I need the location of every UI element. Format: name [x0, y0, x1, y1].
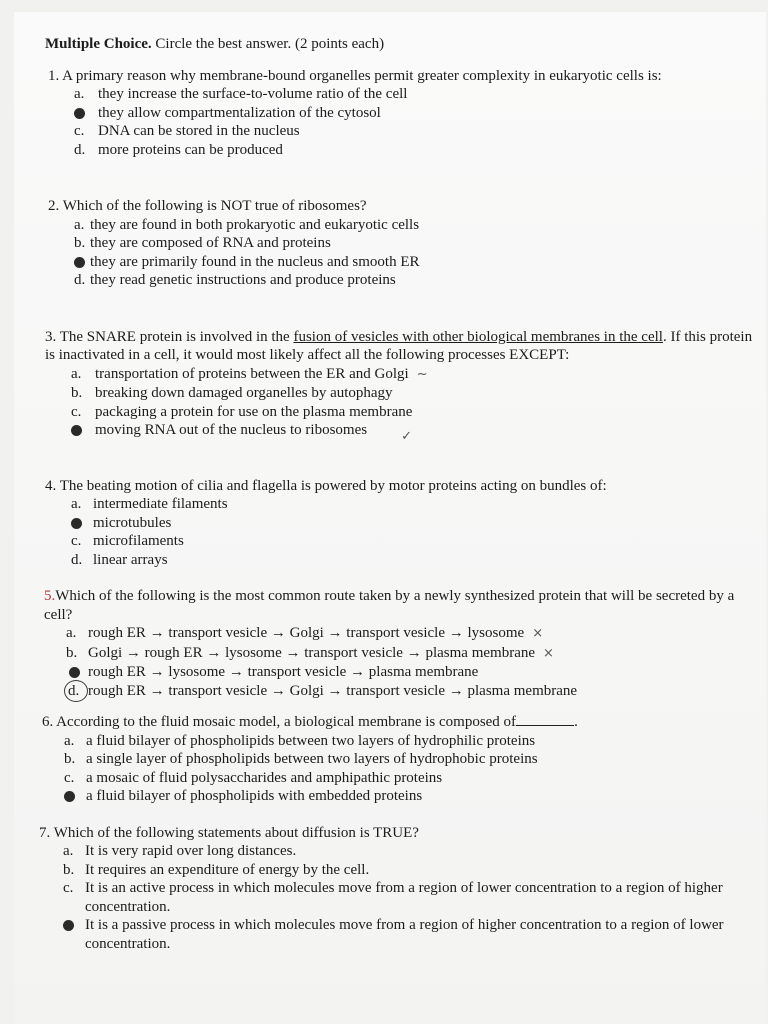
- question-1: [48, 67, 763, 160]
- option-text: It is an active process in which molecules move from a region of lower concentration to a region of higher concentration.: [85, 880, 723, 915]
- option-b[interactable]: [45, 384, 763, 403]
- option-text: they are found in both prokaryotic and eukaryotic cells: [90, 216, 420, 233]
- option-b[interactable]: [48, 234, 763, 253]
- option-c[interactable]: [45, 403, 763, 422]
- handwritten-x: ×: [543, 645, 554, 661]
- option-text: breaking down damaged organelles by autophagy: [95, 385, 393, 401]
- option-d[interactable]: [45, 421, 763, 444]
- filled-answer-mark: [74, 108, 85, 119]
- question-stem: 2. Which of the following is NOT true of ribosomes?: [48, 198, 367, 214]
- option-letter: b.: [74, 235, 86, 251]
- option-text: a fluid bilayer of phospholipids with embedded proteins: [86, 788, 423, 804]
- options-list: [42, 732, 763, 806]
- option-c[interactable]: [48, 253, 763, 272]
- option-text: It is very rapid over long distances.: [85, 843, 297, 859]
- option-c[interactable]: [39, 879, 745, 916]
- option-a[interactable]: [45, 365, 763, 385]
- option-text: rough ER → transport vesicle → Golgi → transport vesicle → plasma membrane: [88, 682, 578, 699]
- option-letter: c.: [71, 533, 82, 549]
- option-text: linear arrays: [93, 551, 168, 568]
- stem-part: 3. The SNARE protein is involved in the: [45, 328, 294, 345]
- option-text: rough ER → transport vesicle → Golgi → transport vesicle → lysosome: [88, 625, 525, 641]
- option-text: a fluid bilayer of phospholipids between two layers of hydrophilic proteins: [86, 732, 536, 749]
- question-stem: [42, 713, 763, 732]
- option-text: they are primarily found in the nucleus and smooth ER: [90, 253, 420, 270]
- option-text: they are composed of RNA and proteins: [90, 235, 331, 251]
- option-text: a mosaic of fluid polysaccharides and amphipathic proteins: [86, 769, 443, 786]
- option-text: a single layer of phospholipids between two layers of hydrophobic proteins: [86, 751, 538, 767]
- option-letter: b.: [71, 385, 83, 401]
- question-stem: [44, 587, 763, 624]
- stem-text: Which of the following is the most common route taken by a newly synthesized protein that will be secreted by a cell?: [44, 588, 735, 623]
- option-text: they increase the surface-to-volume ratio of the cell: [98, 86, 408, 102]
- option-b[interactable]: [48, 104, 763, 123]
- options-list: [45, 495, 763, 569]
- question-3: [45, 328, 763, 444]
- option-letter: b.: [64, 751, 76, 767]
- stem-part: . If this protein is inactivated in a cell, it would most likely affect all the following processes EXCEPT:: [45, 328, 753, 363]
- option-c[interactable]: [44, 663, 763, 682]
- option-c[interactable]: [45, 532, 763, 551]
- options-list: [45, 365, 763, 444]
- option-d[interactable]: [48, 141, 763, 160]
- option-b[interactable]: [45, 514, 763, 533]
- option-text: transportation of proteins between the ER and Golgi: [95, 365, 409, 382]
- handwritten-x: ×: [532, 626, 544, 641]
- option-d[interactable]: [44, 682, 763, 701]
- question-2: [48, 197, 763, 290]
- option-b[interactable]: [39, 861, 763, 880]
- option-a[interactable]: [45, 495, 763, 514]
- question-number: 5.: [44, 588, 56, 604]
- options-list: [44, 624, 763, 700]
- options-list: [48, 85, 763, 159]
- option-text: they allow compartmentalization of the cytosol: [98, 104, 381, 121]
- option-letter: a.: [66, 625, 77, 641]
- question-6: [42, 713, 763, 806]
- option-text: more proteins can be produced: [98, 141, 283, 158]
- option-letter: a.: [71, 365, 82, 382]
- filled-answer-mark: [63, 920, 74, 931]
- worksheet: [39, 35, 763, 953]
- question-stem: 7. Which of the following statements about diffusion is TRUE?: [39, 824, 419, 841]
- stem-text: 6. According to the fluid mosaic model, a biological membrane is composed of: [42, 714, 517, 730]
- filled-answer-mark: [64, 791, 75, 802]
- option-letter: a.: [71, 496, 82, 512]
- option-letter: c.: [63, 880, 74, 896]
- option-a[interactable]: [44, 624, 763, 644]
- question-5: [44, 587, 763, 700]
- option-a[interactable]: [48, 85, 763, 104]
- question-stem: 1. A primary reason why membrane-bound organelles permit greater complexity in eukaryotic cells is:: [48, 67, 662, 84]
- option-b[interactable]: [42, 750, 763, 769]
- options-list: [48, 216, 763, 290]
- filled-answer-mark: [69, 667, 80, 678]
- option-c[interactable]: [48, 122, 763, 141]
- option-text: intermediate filaments: [93, 496, 228, 512]
- option-d[interactable]: [45, 551, 763, 570]
- option-letter: a.: [64, 732, 75, 749]
- option-text: microfilaments: [93, 533, 184, 549]
- filled-answer-mark: [71, 425, 82, 436]
- stem-end: .: [574, 714, 578, 730]
- option-d[interactable]: [39, 916, 745, 953]
- option-text: rough ER → lysosome → transport vesicle → plasma membrane: [88, 664, 479, 680]
- option-c[interactable]: [42, 769, 763, 788]
- section-header: [45, 35, 763, 54]
- option-text: It requires an expenditure of energy by the cell.: [85, 861, 370, 878]
- option-letter: a.: [63, 843, 74, 859]
- option-letter: d.: [74, 272, 86, 288]
- question-stem: 4. The beating motion of cilia and flagella is powered by motor proteins acting on bundles of:: [45, 477, 607, 494]
- question-stem: [45, 328, 763, 365]
- option-letter: d.: [71, 551, 83, 568]
- option-letter: a.: [74, 216, 85, 233]
- option-a[interactable]: [48, 216, 763, 235]
- handwritten-check: ✓: [401, 429, 412, 444]
- option-a[interactable]: [42, 732, 763, 751]
- option-letter: c.: [74, 123, 85, 139]
- option-a[interactable]: [39, 842, 763, 861]
- option-text: microtubules: [93, 514, 172, 531]
- question-7: [39, 824, 763, 954]
- option-letter: c.: [64, 769, 75, 786]
- option-b[interactable]: [44, 644, 763, 664]
- option-text: Golgi → rough ER → lysosome → transport vesicle → plasma membrane: [88, 644, 536, 661]
- option-text: packaging a protein for use on the plasma membrane: [95, 403, 413, 420]
- option-d[interactable]: [42, 787, 763, 806]
- header-bold: Multiple Choice.: [45, 36, 152, 52]
- options-list: [39, 842, 763, 953]
- option-text: moving RNA out of the nucleus to ribosomes: [95, 422, 368, 438]
- option-letter: d.: [68, 682, 80, 699]
- option-letter: c.: [71, 403, 82, 420]
- option-text: It is a passive process in which molecules move from a region of higher concentration to a region of lower concentration.: [85, 917, 724, 952]
- option-letter: b.: [63, 861, 75, 878]
- filled-answer-mark: [71, 518, 82, 529]
- answer-blank: [516, 713, 574, 726]
- option-letter: d.: [74, 141, 86, 158]
- underlined-phrase: fusion of vesicles with other biological membranes in the cell: [293, 328, 663, 345]
- filled-answer-mark: [74, 257, 85, 268]
- option-d[interactable]: [48, 271, 763, 290]
- option-letter: a.: [74, 86, 85, 102]
- option-text: they read genetic instructions and produce proteins: [90, 272, 396, 288]
- option-text: DNA can be stored in the nucleus: [98, 123, 300, 139]
- option-letter: b.: [66, 644, 78, 661]
- header-instructions: Circle the best answer. (2 points each): [151, 36, 385, 52]
- handwritten-tilde: ~: [416, 366, 428, 382]
- question-4: [45, 477, 763, 570]
